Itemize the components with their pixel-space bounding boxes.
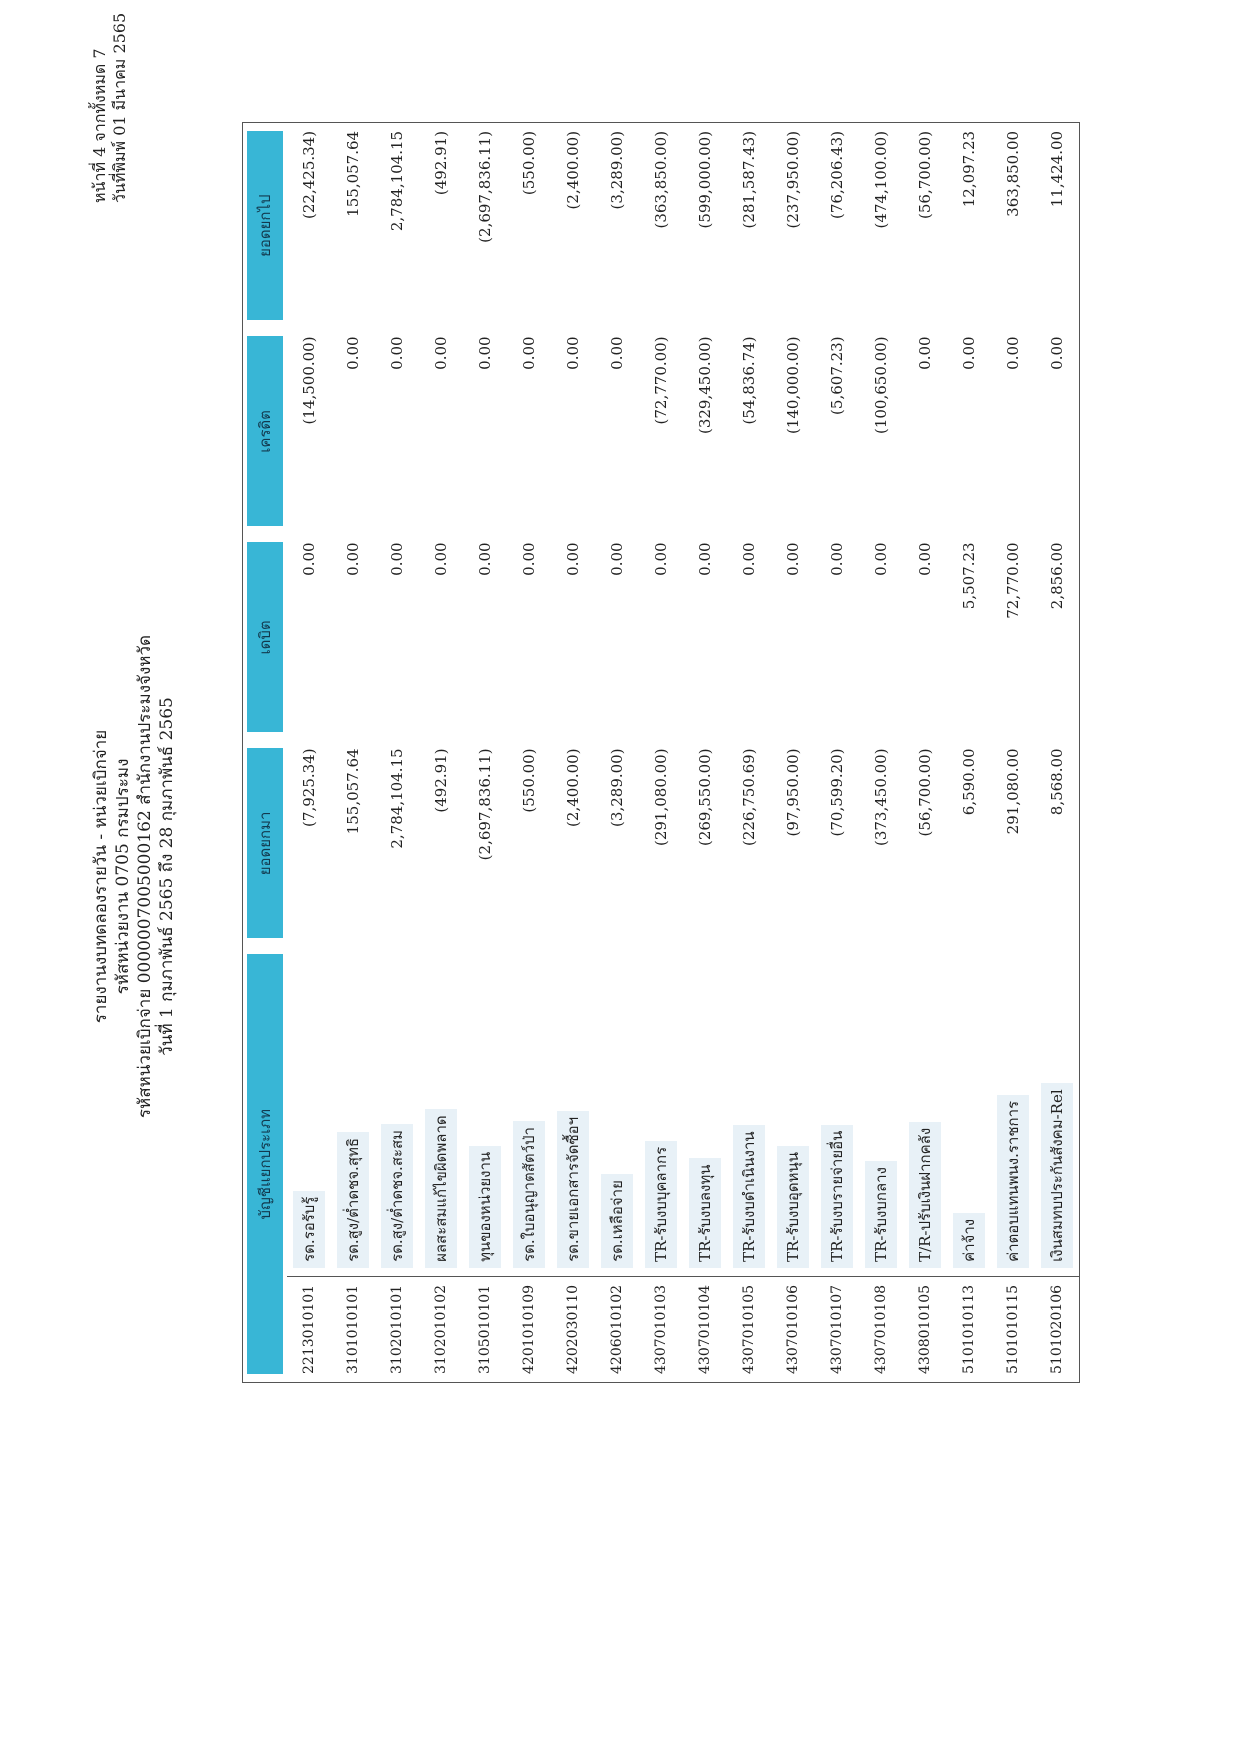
credit-cell: 0.00 (916, 336, 934, 370)
credit-cell: 0.00 (344, 336, 362, 370)
column-header-opening: ยอดยกมา (243, 740, 288, 946)
account-name-label: รด.สูง/ต่ำดชจ.สุทธิ (337, 1132, 369, 1268)
opening-balance-cell: (70,599.20) (828, 748, 846, 837)
opening-balance-cell: 8,568.00 (1035, 740, 1079, 946)
debit-cell: 0.00 (564, 542, 582, 576)
closing-balance-cell: (281,587.43) (727, 122, 771, 328)
table-row (639, 122, 683, 1382)
account-code-cell: 4307010104 (683, 1276, 727, 1382)
account-name-label: ทุนของหน่วยงาน (469, 1146, 501, 1268)
account-name-cell (1035, 946, 1079, 1276)
credit-cell: 0.00 (520, 336, 538, 370)
account-name-cell (419, 946, 463, 1276)
account-name-label: รด.ขายเอกสารจัดซื้อฯ (557, 1111, 589, 1268)
credit-cell: (5,607.23) (828, 336, 846, 415)
debit-cell: 0.00 (828, 542, 846, 576)
account-name-cell (683, 946, 727, 1276)
debit-cell: 2,856.00 (1035, 534, 1079, 740)
account-name-cell (551, 946, 595, 1276)
closing-balance-cell: (56,700.00) (903, 122, 947, 328)
account-name-cell (639, 946, 683, 1276)
closing-balance-cell: (363,850.00) (639, 122, 683, 328)
opening-balance-cell: (2,400.00) (564, 748, 582, 827)
table-row (903, 122, 947, 1382)
debit-cell: 0.00 (344, 542, 362, 576)
opening-balance-cell: 291,080.00 (1004, 748, 1022, 835)
credit-cell: 0.00 (608, 336, 626, 370)
account-name-cell (331, 946, 375, 1276)
account-code-cell: 4307010103 (639, 1276, 683, 1382)
table-row (595, 122, 639, 1382)
table-row (727, 122, 771, 1382)
table-row (551, 122, 595, 1382)
opening-balance-cell: (3,289.00) (608, 748, 626, 827)
account-code-cell: 3102010101 (375, 1276, 419, 1382)
opening-balance-cell: (56,700.00) (916, 748, 934, 837)
opening-balance-cell: (550.00) (520, 748, 538, 813)
closing-balance-cell: (237,950.00) (771, 122, 815, 328)
agency-line: รหัสหน่วยงาน 0705 กรมประมง (113, 758, 133, 995)
account-name-label: TR-รับงบอุดหนุน (777, 1146, 809, 1268)
table-body (287, 122, 1079, 1382)
account-code-cell: 4307010105 (727, 1276, 771, 1382)
account-name-label: T/R-ปรับเงินฝากคลัง (909, 1122, 941, 1268)
opening-balance-cell: 6,590.00 (960, 748, 978, 816)
account-name-label: รด.รอรับรู้ (293, 1191, 325, 1268)
credit-cell: (72,770.00) (652, 336, 670, 425)
table-row (771, 122, 815, 1382)
account-name-cell (287, 946, 331, 1276)
credit-cell: (14,500.00) (300, 336, 318, 425)
account-name-cell (727, 946, 771, 1276)
closing-balance-cell: (492.91) (419, 122, 463, 328)
date-range-line: วันที่ 1 กุมภาพันธ์ 2565 ถึง 28 กุมภาพันธ์ 2565 (157, 697, 177, 1056)
credit-cell: 0.00 (432, 336, 450, 370)
debit-cell: 0.00 (476, 542, 494, 576)
table-row (1035, 122, 1079, 1382)
closing-balance-cell: (3,289.00) (595, 122, 639, 328)
credit-cell: 0.00 (388, 336, 406, 370)
account-name-label: TR-รับงบกลาง (865, 1161, 897, 1268)
closing-balance-cell: 2,784,104.15 (375, 122, 419, 328)
account-code-cell: 4307010107 (815, 1276, 859, 1382)
opening-balance-cell: (492.91) (432, 748, 450, 813)
debit-cell: 72,770.00 (1004, 542, 1022, 619)
account-name-cell (815, 946, 859, 1276)
debit-cell: 0.00 (916, 542, 934, 576)
account-code-cell: 4307010106 (771, 1276, 815, 1382)
credit-cell: 0.00 (564, 336, 582, 370)
account-name-cell (375, 946, 419, 1276)
account-name-cell (947, 946, 991, 1276)
table-row (419, 122, 463, 1382)
account-name-label: เงินสมทบประกันสังคม-Rel (1041, 1083, 1073, 1268)
disbursement-unit-line: รหัสหน่วยเบิกจ่าย 0000007005000162 สำนักงานประมงจังหวัด (135, 634, 155, 1119)
table-row (375, 122, 419, 1382)
debit-cell: 0.00 (300, 542, 318, 576)
table-row (287, 122, 331, 1382)
debit-cell: 0.00 (520, 542, 538, 576)
account-name-cell (991, 946, 1035, 1276)
debit-cell: 0.00 (784, 542, 802, 576)
table-row (507, 122, 551, 1382)
account-name-label: TR-รับงบบุคลากร (645, 1141, 677, 1268)
account-code-cell: 4206010102 (595, 1276, 639, 1382)
table-row (815, 122, 859, 1382)
table-row (331, 122, 375, 1382)
credit-cell: 0.00 (1035, 328, 1079, 534)
credit-cell: (329,450.00) (696, 336, 714, 435)
account-code-cell: 4308010105 (903, 1276, 947, 1382)
account-code-cell: 5101010113 (947, 1276, 991, 1382)
account-name-label: TR-รับงบลงทุน (689, 1158, 721, 1267)
debit-cell: 0.00 (740, 542, 758, 576)
print-date: วันที่พิมพ์ 01 มีนาคม 2565 (110, 12, 129, 203)
closing-balance-cell: (474,100.00) (859, 122, 903, 328)
closing-balance-cell: 155,057.64 (331, 122, 375, 328)
opening-balance-cell: (291,080.00) (652, 748, 670, 847)
account-code-cell: 3101010101 (331, 1276, 375, 1382)
closing-balance-cell: (2,400.00) (551, 122, 595, 328)
table-row (991, 122, 1035, 1382)
report-header (90, 0, 178, 1753)
account-code-cell: 2213010101 (287, 1276, 331, 1382)
account-name-label: ค่าตอบแทนพนง.ราชการ (997, 1095, 1029, 1268)
opening-balance-cell: (373,450.00) (872, 748, 890, 847)
account-name-label: TR-รับงบรายจ่ายอื่น (821, 1125, 853, 1268)
closing-balance-cell: (599,000.00) (683, 122, 727, 328)
account-code-cell: 4307010108 (859, 1276, 903, 1382)
account-name-label: ค่าจ้าง (953, 1213, 985, 1268)
table-row (859, 122, 903, 1382)
trial-balance-table (242, 122, 1080, 1383)
opening-balance-cell: (226,750.69) (740, 748, 758, 847)
account-code-cell: 4201010109 (507, 1276, 551, 1382)
opening-balance-cell: (97,950.00) (784, 748, 802, 837)
column-header-credit: เครดิต (243, 328, 288, 534)
account-name-cell (507, 946, 551, 1276)
column-header-debit: เดบิต (243, 534, 288, 740)
credit-cell: (100,650.00) (872, 336, 890, 435)
closing-balance-cell: (550.00) (507, 122, 551, 328)
opening-balance-cell: 155,057.64 (344, 748, 362, 835)
account-name-cell (595, 946, 639, 1276)
column-header-closing: ยอดยกไป (243, 122, 288, 328)
table-row (463, 122, 507, 1382)
credit-cell: 0.00 (1004, 336, 1022, 370)
debit-cell: 0.00 (696, 542, 714, 576)
closing-balance-cell: (2,697,836.11) (463, 122, 507, 328)
debit-cell: 5,507.23 (960, 542, 978, 610)
account-name-cell (859, 946, 903, 1276)
closing-balance-cell: 11,424.00 (1035, 122, 1079, 328)
credit-cell: 0.00 (960, 336, 978, 370)
opening-balance-cell: 2,784,104.15 (388, 748, 406, 849)
account-name-label: TR-รับงบดำเนินงาน (733, 1125, 765, 1268)
account-code-cell: 3105010101 (463, 1276, 507, 1382)
debit-cell: 0.00 (388, 542, 406, 576)
account-name-label: รด.ใบอนุญาตสัตว์ป่า (513, 1121, 545, 1268)
opening-balance-cell: (7,925.34) (300, 748, 318, 827)
account-code-cell: 5101020106 (1035, 1276, 1079, 1382)
closing-balance-cell: 363,850.00 (991, 122, 1035, 328)
opening-balance-cell: (2,697,836.11) (476, 748, 494, 861)
opening-balance-cell: (269,550.00) (696, 748, 714, 847)
account-code-cell: 5101010115 (991, 1276, 1035, 1382)
debit-cell: 0.00 (432, 542, 450, 576)
account-name-cell (771, 946, 815, 1276)
column-header-account: บัญชีแยกประเภท (243, 946, 288, 1382)
credit-cell: (54,836.74) (740, 336, 758, 425)
account-name-label: ผลสะสมแก้ไขผิดพลาด (425, 1109, 457, 1268)
closing-balance-cell: (22,425.34) (287, 122, 331, 328)
table-row (947, 122, 991, 1382)
credit-cell: 0.00 (476, 336, 494, 370)
account-name-cell (903, 946, 947, 1276)
account-name-label: รด.เหลือจ่าย (601, 1174, 633, 1268)
page-number: หน้าที่ 4 จากทั้งหมด 7 (90, 48, 109, 203)
table-header-row (243, 122, 288, 1382)
closing-balance-cell: (76,206.43) (815, 122, 859, 328)
credit-cell: (140,000.00) (784, 336, 802, 435)
account-code-cell: 3102010102 (419, 1276, 463, 1382)
report-title: รายงานงบทดลองรายวัน - หน่วยเบิกจ่าย (91, 729, 111, 1024)
closing-balance-cell: 12,097.23 (947, 122, 991, 328)
debit-cell: 0.00 (872, 542, 890, 576)
account-code-cell: 4202030110 (551, 1276, 595, 1382)
account-name-cell (463, 946, 507, 1276)
debit-cell: 0.00 (608, 542, 626, 576)
debit-cell: 0.00 (652, 542, 670, 576)
table-row (683, 122, 727, 1382)
account-name-label: รด.สูง/ต่ำดชจ.สะสม (381, 1124, 413, 1268)
